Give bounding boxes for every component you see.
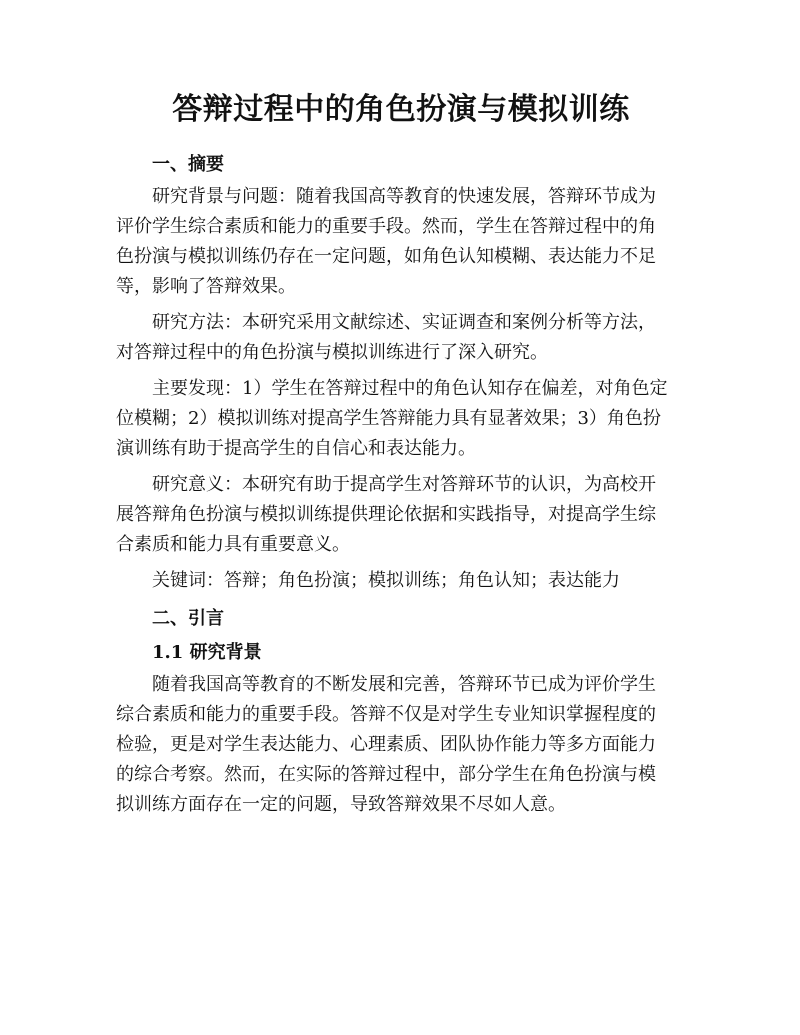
abstract-findings-paragraph xyxy=(116,374,686,464)
text-line: 评价学生综合素质和能力的重要手段。然而，学生在答辩过程中的角 xyxy=(116,216,656,237)
text-line: 关键词：答辩；角色扮演；模拟训练；角色认知；表达能力 xyxy=(152,570,620,591)
keywords-line xyxy=(116,566,686,596)
text-line: 展答辩角色扮演与模拟训练提供理论依据和实践指导，对提高学生综 xyxy=(116,504,656,525)
text-line: 合素质和能力具有重要意义。 xyxy=(116,534,350,555)
text-line: 演训练有助于提高学生的自信心和表达能力。 xyxy=(116,438,476,459)
subsection-heading-background: 1.1 研究背景 xyxy=(152,642,262,663)
abstract-background-paragraph xyxy=(116,182,686,302)
text-line: 色扮演与模拟训练仍存在一定问题，如角色认知模糊、表达能力不足 xyxy=(116,246,656,267)
text-line: 检验，更是对学生表达能力、心理素质、团队协作能力等多方面能力 xyxy=(116,734,656,755)
section-heading-introduction: 二、引言 xyxy=(152,608,224,629)
abstract-significance-paragraph xyxy=(116,470,686,560)
section-heading-abstract: 一、摘要 xyxy=(152,154,224,175)
text-line: 拟训练方面存在一定的问题，导致答辩效果不尽如人意。 xyxy=(116,794,566,815)
text-line: 研究方法：本研究采用文献综述、实证调查和案例分析等方法， xyxy=(152,312,656,333)
abstract-methods-paragraph xyxy=(116,308,686,368)
text-line: 等，影响了答辩效果。 xyxy=(116,276,296,297)
text-line: 的综合考察。然而，在实际的答辩过程中，部分学生在角色扮演与模 xyxy=(116,764,656,785)
text-line: 综合素质和能力的重要手段。答辩不仅是对学生专业知识掌握程度的 xyxy=(116,704,656,725)
text-line: 研究意义：本研究有助于提高学生对答辩环节的认识，为高校开 xyxy=(152,474,656,495)
text-line: 位模糊；2）模拟训练对提高学生答辩能力具有显著效果；3）角色扮 xyxy=(116,408,661,429)
text-line: 随着我国高等教育的不断发展和完善，答辩环节已成为评价学生 xyxy=(152,674,656,695)
document-title: 答辩过程中的角色扮演与模拟训练 xyxy=(172,92,630,127)
text-line: 对答辩过程中的角色扮演与模拟训练进行了深入研究。 xyxy=(116,342,548,363)
text-line: 主要发现：1）学生在答辩过程中的角色认知存在偏差，对角色定 xyxy=(152,378,668,399)
text-line: 研究背景与问题：随着我国高等教育的快速发展，答辩环节成为 xyxy=(152,186,656,207)
intro-background-paragraph xyxy=(116,670,686,820)
